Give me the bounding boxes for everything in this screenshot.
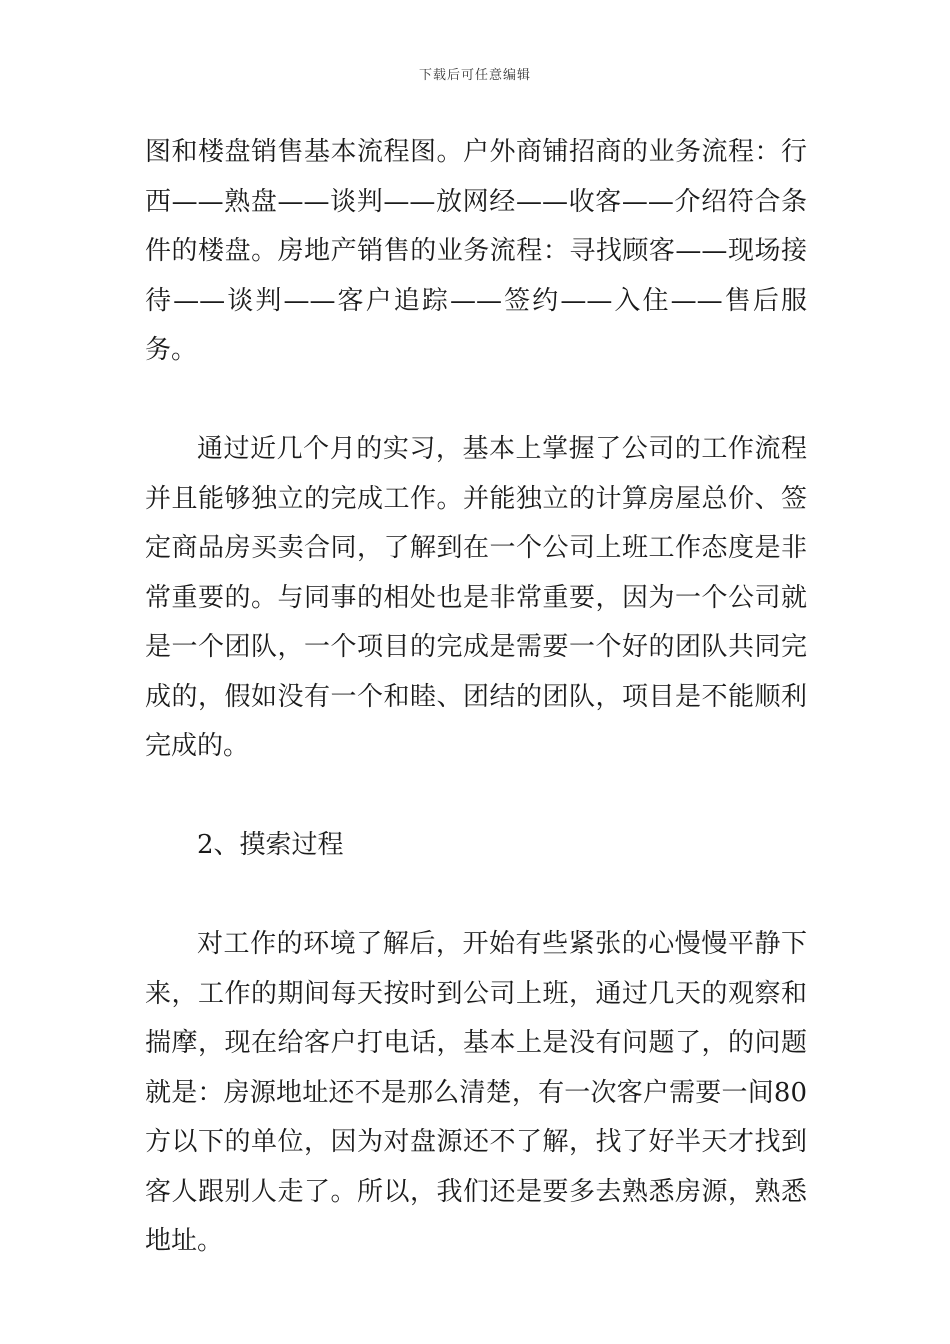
document-body [145, 128, 807, 1267]
section-heading: 2、摸索过程 [197, 830, 344, 860]
paragraph-spacer [145, 772, 807, 822]
paragraph-spacer [145, 871, 807, 921]
paragraph-flow-summary: 图和楼盘销售基本流程图。户外商铺招商的业务流程：行西——熟盘——谈判——放网经——收客——介绍符合条件的楼盘。房地产销售的业务流程：寻找顾客——现场接待——谈判——客户追踪——签约——入住——售后服务。 [145, 137, 807, 365]
paragraph-spacer [145, 376, 807, 426]
paragraph-internship-summary: 通过近几个月的实习，基本上掌握了公司的工作流程并且能够独立的完成工作。并能独立的计算房屋总价、签定商品房买卖合同，了解到在一个公司上班工作态度是非常重要的。与同事的相处也是非常重要，因为一个公司就是一个团队，一个项目的完成是需要一个好的团队共同完成的，假如没有一个和睦、团结的团队，项目是不能顺利完成的。 [145, 434, 807, 761]
paragraph-exploration: 对工作的环境了解后，开始有些紧张的心慢慢平静下来，工作的期间每天按时到公司上班，通过几天的观察和揣摩，现在给客户打电话，基本上是没有问题了，的问题就是：房源地址还不是那么清楚，有一次客户需要一间80方以下的单位，因为对盘源还不了解，找了好半天才找到客人跟别人走了。所以，我们还是要多去熟悉房源，熟悉地址。 [145, 929, 807, 1256]
page-header: 下载后可任意编辑 [418, 68, 531, 83]
